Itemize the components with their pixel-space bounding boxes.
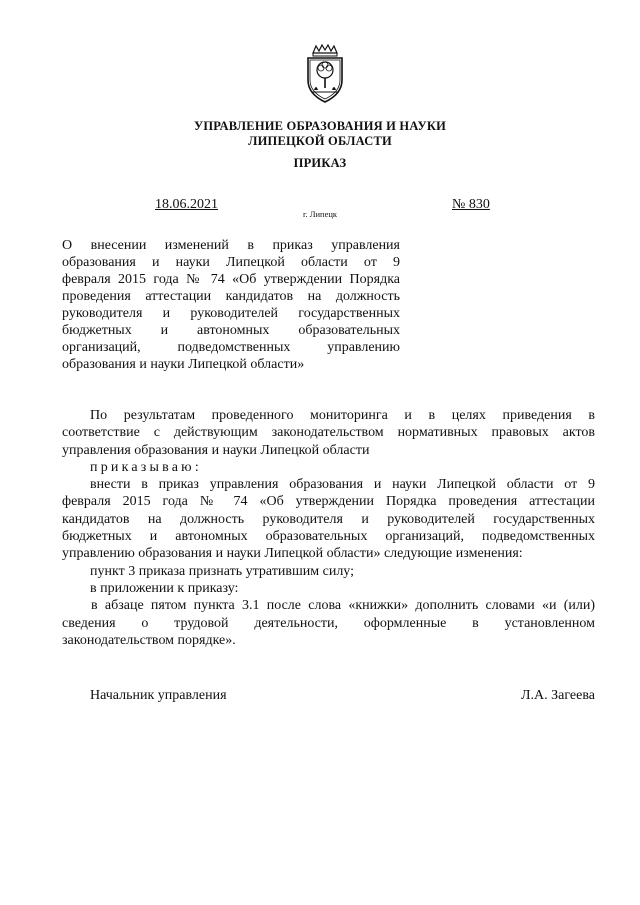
body-line: соответствие с действующим законодательством нормативных правовых актов	[62, 425, 595, 441]
subject-line: проведения аттестации кандидатов на должность	[62, 289, 400, 304]
coat-of-arms-icon	[302, 44, 348, 106]
body-line: бюджетных и автономных образовательных организаций, подведомственных	[62, 529, 595, 545]
body-line: в приложении к приказу:	[90, 580, 239, 596]
body-line: управлению образования и науки Липецкой области» следующие изменения:	[62, 546, 523, 562]
subject-line: образования и науки Липецкой области от 9	[62, 255, 400, 270]
body-line: кандидатов на должность руководителя и руководителей государственных	[62, 511, 595, 527]
signatory-name: Л.А. Загеева	[521, 688, 595, 703]
signatory-position: Начальник управления	[90, 688, 227, 703]
subject-line: февраля 2015 года № 74 «Об утверждении Порядка	[62, 272, 400, 287]
subject-line: организаций, подведомственных управлению	[62, 340, 400, 355]
document-type: ПРИКАЗ	[293, 156, 347, 170]
subject-line: бюджетных и автономных образовательных	[62, 323, 400, 338]
document-date: 18.06.2021	[155, 197, 218, 212]
body-line: февраля 2015 года № 74 «Об утверждении Порядка проведения аттестации	[62, 494, 595, 510]
body-line: внести в приказ управления образования и науки Липецкой области от 9	[90, 477, 595, 493]
body-line: управления образования и науки Липецкой области	[62, 442, 370, 458]
body-line: По результатам проведенного мониторинга и в целях приведения в	[90, 408, 595, 423]
order-subject	[62, 237, 400, 373]
document-city: г. Липецк	[302, 209, 338, 219]
org-name-line2: ЛИПЕЦКОЙ ОБЛАСТИ	[248, 134, 392, 148]
subject-line: О внесении изменений в приказ управления	[62, 238, 400, 253]
order-body	[62, 407, 595, 649]
body-line: сведения о трудовой деятельности, оформленные в установленном	[62, 615, 595, 631]
order-directive: приказываю:	[90, 459, 202, 475]
subject-line: образования и науки Липецкой области»	[62, 357, 305, 372]
body-line: пункт 3 приказа признать утратившим силу;	[90, 563, 355, 579]
document-number: № 830	[452, 197, 490, 212]
org-name-line1: УПРАВЛЕНИЕ ОБРАЗОВАНИЯ И НАУКИ	[193, 119, 447, 133]
subject-line: руководителя и руководителей государственных	[62, 306, 400, 321]
body-line: законодательством порядке».	[62, 632, 236, 648]
body-line: в абзаце пятом пункта 3.1 после слова «книжки» дополнить словами «и (или)	[91, 598, 595, 614]
